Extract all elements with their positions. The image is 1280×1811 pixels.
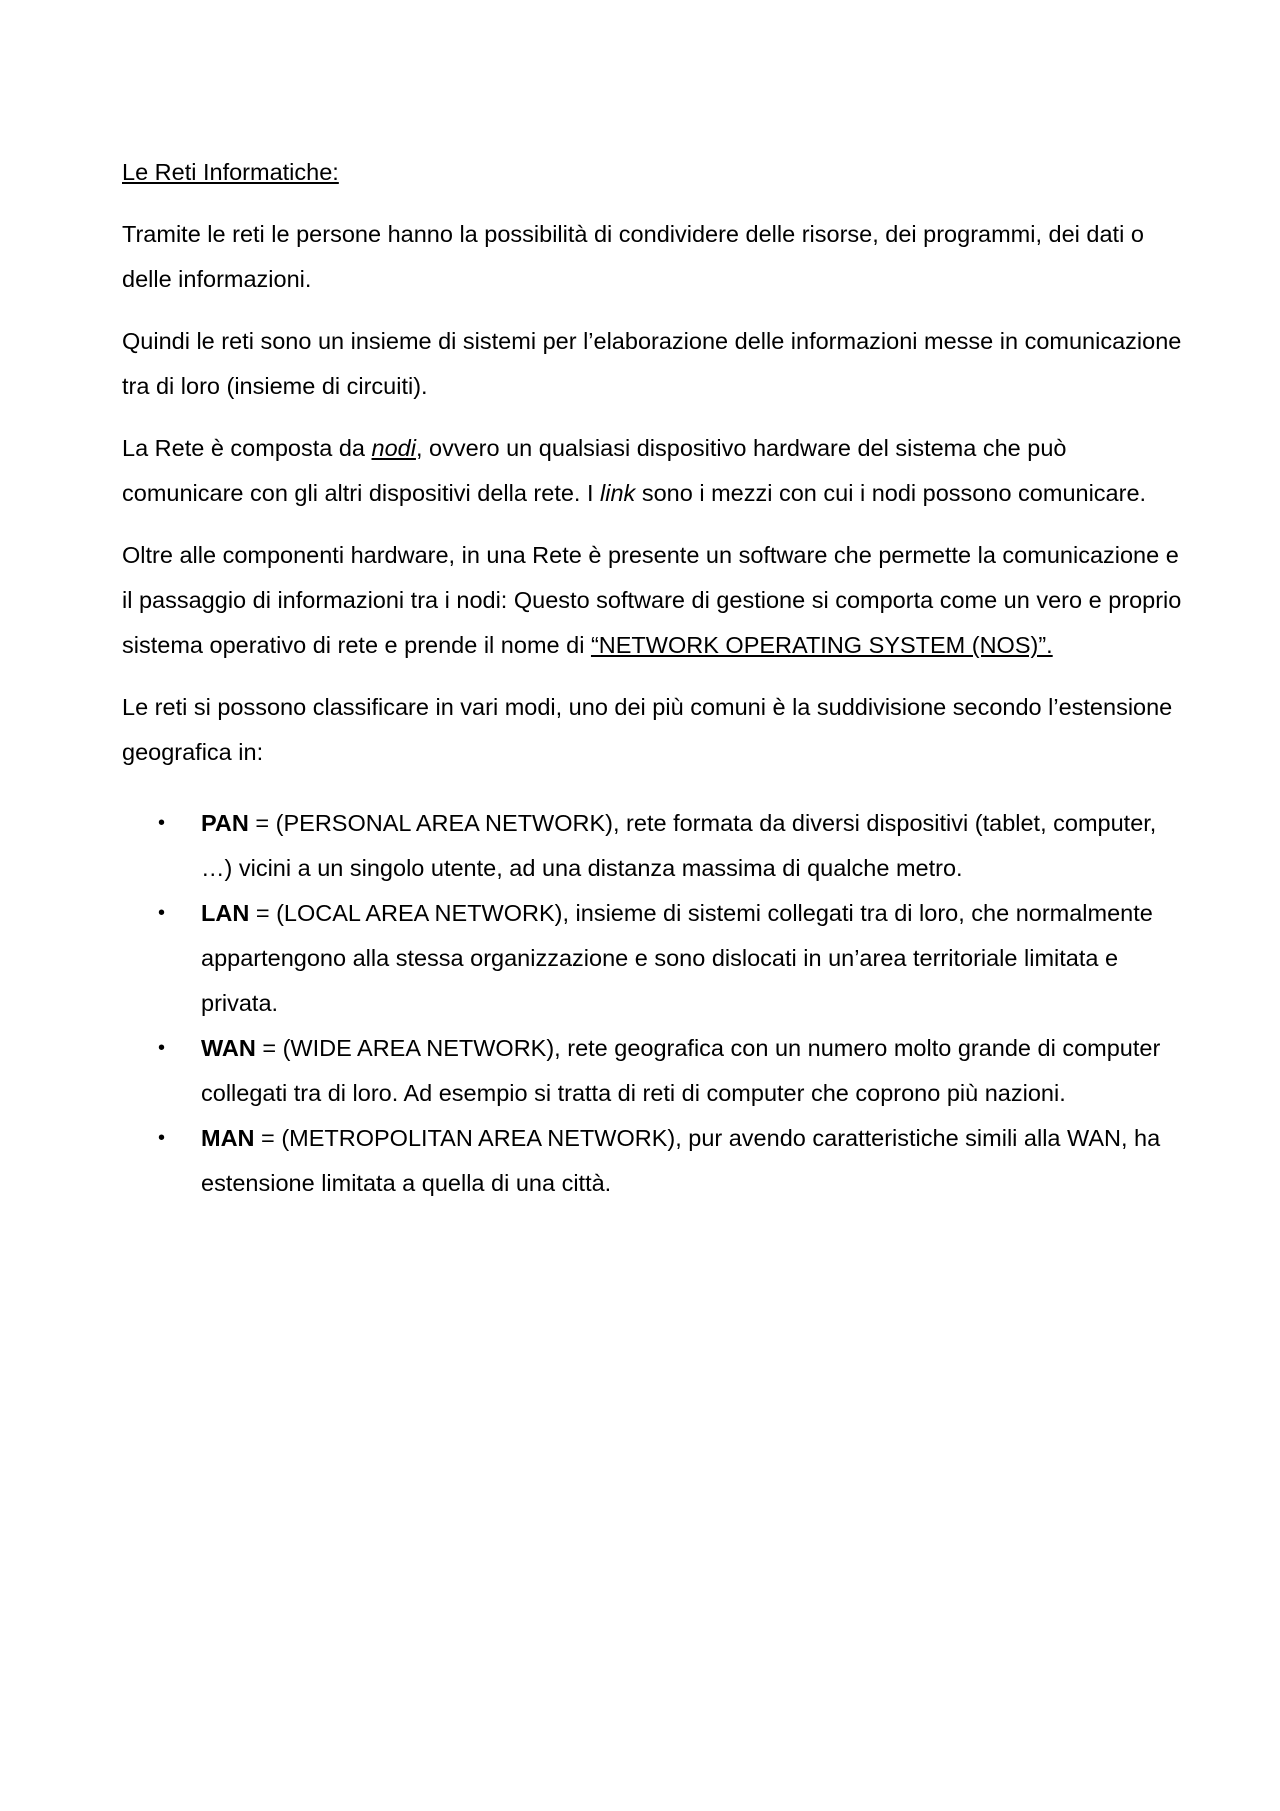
bullet-icon: • (158, 1127, 166, 1149)
document-page (122, 150, 1182, 1206)
list-item (122, 1026, 1182, 1116)
list-item-term: MAN (201, 1125, 255, 1151)
paragraph-nodes-text-c: sono i mezzi con cui i nodi possono comunicare. (635, 480, 1147, 506)
term-link: link (600, 480, 636, 506)
list-item-text: = (LOCAL AREA NETWORK), insieme di sistemi collegati tra di loro, che normalmente appartengono alla stessa organizzazione e sono dislocati in un’area territoriale limitata e privata. (201, 900, 1153, 1016)
paragraph-nodes-text-a: La Rete è composta da (122, 435, 372, 461)
paragraph-software (122, 533, 1182, 668)
paragraph-nodes (122, 426, 1182, 516)
paragraph-definition: Quindi le reti sono un insieme di sistemi per l’elaborazione delle informazioni messe in comunicazione tra di loro (insieme di circuiti). (122, 328, 1182, 399)
list-item-text: = (METROPOLITAN AREA NETWORK), pur avendo caratteristiche simili alla WAN, ha estensione limitata a quella di una città. (201, 1125, 1161, 1196)
document-title: Le Reti Informatiche: (122, 159, 339, 185)
list-item (122, 801, 1182, 891)
paragraph-classification: Le reti si possono classificare in vari modi, uno dei più comuni è la suddivisione secondo l’estensione geografica in: (122, 694, 1173, 765)
bullet-icon: • (158, 902, 166, 924)
paragraph-intro: Tramite le reti le persone hanno la possibilità di condividere delle risorse, dei programmi, dei dati o delle informazioni. (122, 221, 1144, 292)
term-nodi: nodi (371, 435, 416, 461)
list-item-term: WAN (201, 1035, 256, 1061)
bullet-icon: • (158, 812, 166, 834)
term-nos: “NETWORK OPERATING SYSTEM (NOS)”. (590, 632, 1053, 658)
list-item-text: = (WIDE AREA NETWORK), rete geografica con un numero molto grande di computer collegati tra di loro. Ad esempio si tratta di reti di computer che coprono più nazioni. (201, 1035, 1161, 1106)
paragraph-nodes-text-b: , ovvero un qualsiasi dispositivo hardware del sistema che può comunicare con gli altri dispositivi della rete. I (122, 435, 1067, 506)
network-types-list (122, 801, 1182, 1206)
bullet-icon: • (158, 1037, 166, 1059)
paragraph-software-text: Oltre alle componenti hardware, in una Rete è presente un software che permette la comunicazione e il passaggio di informazioni tra i nodi: Questo software di gestione si comporta come un vero e proprio sistema operativo di rete e prende il nome di (122, 542, 1182, 658)
list-item (122, 1116, 1182, 1206)
list-item (122, 891, 1182, 1026)
list-item-term: LAN (201, 900, 250, 926)
list-item-text: = (PERSONAL AREA NETWORK), rete formata da diversi dispositivi (tablet, computer, …) vicini a un singolo utente, ad una distanza massima di qualche metro. (201, 810, 1157, 881)
list-item-term: PAN (201, 810, 249, 836)
